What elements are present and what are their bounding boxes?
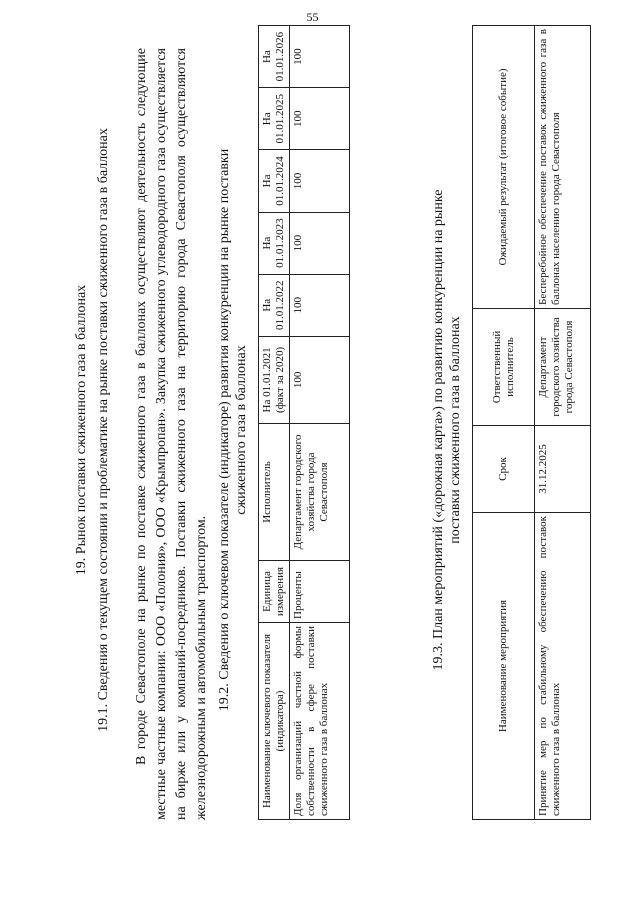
cell-measure: Принятие мер по стабильному обеспечению поставок сжиженного газа в баллонах xyxy=(535,513,591,820)
section-heading: 19. Рынок поставки сжиженного газа в баллонах xyxy=(74,284,89,576)
cell-result: Бесперебойное обеспечение поставок сжиженного газа в баллонах населению города Севастополя xyxy=(535,26,591,309)
cell-2025: 100 xyxy=(290,88,350,150)
section-19-2-title-line1: 19.2. Сведения о ключевом показателе (индикаторе) развития конкуренции на рынке поставки xyxy=(217,148,232,712)
section-19-3-title-line2: поставки сжиженного газа в баллонах xyxy=(448,316,463,544)
cell-2026: 100 xyxy=(290,26,350,88)
roadmap-table xyxy=(472,25,591,820)
header-responsible: Ответственный исполнитель xyxy=(473,309,535,426)
header-2022: На 01.01.2022 xyxy=(259,274,290,336)
header-2021: На 01.01.2021 (факт за 2020) xyxy=(259,336,290,423)
cell-2021: 100 xyxy=(290,336,350,423)
indicator-table-header xyxy=(259,26,290,820)
header-2025: На 01.01.2025 xyxy=(259,88,290,150)
header-indicator: Наименование ключевого показателя (индикатора) xyxy=(259,623,290,820)
cell-2024: 100 xyxy=(290,150,350,212)
header-2026: На 01.01.2026 xyxy=(259,26,290,88)
cell-2023: 100 xyxy=(290,212,350,274)
header-unit: Единица измерения xyxy=(259,561,290,623)
header-2024: На 01.01.2024 xyxy=(259,150,290,212)
section-19-1-paragraph: В городе Севастополе на рынке по поставке сжиженного газа в баллонах осуществляют деятельность следующие местные частные компании: ООО «Полония», ООО «Крымпропан». Закупка сжиженного углеводородного газа осуществляется на бирже или у компаний-посредников. Поставки сжиженного газа на территорию города Севастополя осуществляются железнодорожным и автомобильным транспортом. xyxy=(134,48,209,820)
rotated-sheet xyxy=(38,20,598,840)
cell-2022: 100 xyxy=(290,274,350,336)
header-2023: На 01.01.2023 xyxy=(259,212,290,274)
cell-responsible: Департамент городского хозяйства города Севастополя xyxy=(535,309,591,426)
header-executor: Исполнитель xyxy=(259,424,290,561)
section-19-1-title: 19.1. Сведения о текущем состоянии и проблематике на рынке поставки сжиженного газа в баллонах xyxy=(96,128,111,732)
cell-deadline: 31.12.2025 xyxy=(535,426,591,513)
section-19-3-title-line1: 19.3. План мероприятий («дорожная карта») по развитию конкуренции на рынке xyxy=(431,189,446,671)
header-result: Ожидаемый результат (итоговое событие) xyxy=(473,26,535,309)
roadmap-table-header xyxy=(473,26,535,820)
header-measure: Наименование мероприятия xyxy=(473,513,535,820)
table-row xyxy=(535,26,591,820)
indicator-table xyxy=(258,25,350,820)
header-deadline: Срок xyxy=(473,426,535,513)
cell-executor: Департамент городского хозяйства города Севастополя xyxy=(290,424,350,561)
cell-indicator: Доля организаций частной формы собственности в сфере поставки сжиженного газа в баллонах xyxy=(290,623,350,820)
table-row xyxy=(290,26,350,820)
cell-unit: Проценты xyxy=(290,561,350,623)
section-19-2-title-line2: сжиженного газа в баллонах xyxy=(234,345,249,515)
page-number: 55 xyxy=(306,10,319,24)
